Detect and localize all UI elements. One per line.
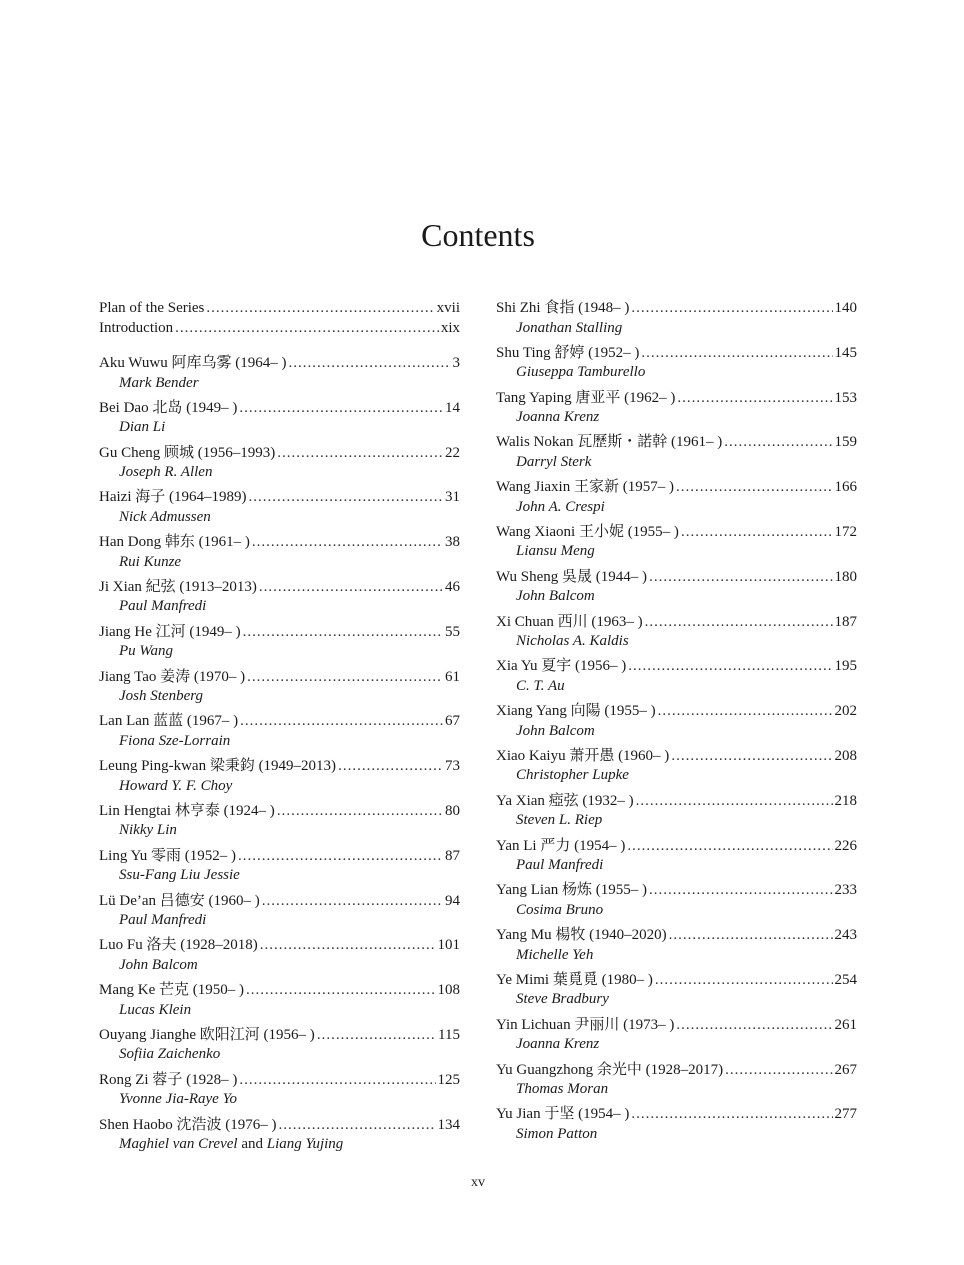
- toc-entry-front[interactable]: [99, 299, 460, 319]
- editor-name: [99, 1045, 460, 1065]
- dot-leader: [238, 847, 443, 867]
- toc-line: [99, 802, 460, 822]
- toc-entry[interactable]: [99, 533, 460, 578]
- toc-page-number: 243: [834, 927, 857, 944]
- editor-name: [496, 766, 857, 786]
- editor-name-primary: Ssu-Fang Liu Jessie: [119, 867, 240, 884]
- toc-line: [99, 444, 460, 464]
- dot-leader: [239, 399, 443, 419]
- poet-name: Shi Zhi 食指 (1948– ): [496, 300, 630, 316]
- dot-leader: [628, 657, 832, 677]
- poet-name: Aku Wuwu 阿库乌雾 (1964– ): [99, 355, 287, 371]
- editor-name-primary: John Balcom: [516, 722, 595, 739]
- toc-page-number: 3: [452, 355, 460, 371]
- editor-name-primary: Darryl Sterk: [516, 453, 592, 470]
- poet-name: Wang Xiaoni 王小妮 (1955– ): [496, 523, 679, 540]
- toc-line: [99, 847, 460, 867]
- toc-page-number: 101: [437, 937, 460, 954]
- toc-entry[interactable]: [99, 1071, 460, 1116]
- toc-entry[interactable]: [99, 623, 460, 668]
- toc-entry[interactable]: [496, 792, 857, 837]
- toc-line: [496, 1016, 857, 1036]
- editor-name: [496, 632, 857, 652]
- editor-name-primary: Thomas Moran: [516, 1081, 609, 1098]
- dot-leader: [631, 1105, 832, 1125]
- poet-name: Ling Yu 零雨 (1952– ): [99, 847, 236, 864]
- editor-name-primary: Nicholas A. Kaldis: [516, 633, 629, 650]
- dot-leader: [262, 892, 443, 912]
- poet-name: Shu Ting 舒婷 (1952– ): [496, 344, 640, 361]
- toc-line: [496, 523, 857, 543]
- poet-list-left: [99, 354, 460, 1160]
- toc-page-number: 73: [445, 758, 460, 775]
- toc-entry[interactable]: [496, 702, 857, 747]
- toc-page-number: 38: [445, 534, 460, 551]
- editor-name: [99, 687, 460, 707]
- toc-line: [496, 389, 857, 409]
- poet-name: Luo Fu 洛夫 (1928–2018): [99, 937, 258, 954]
- poet-name: Yang Mu 楊牧 (1940–2020): [496, 927, 667, 944]
- toc-entry[interactable]: [99, 712, 460, 757]
- toc-page-number: 202: [834, 703, 857, 720]
- toc-entry[interactable]: [496, 433, 857, 478]
- toc-entry[interactable]: [99, 802, 460, 847]
- editor-name: [496, 722, 857, 742]
- toc-line: [99, 578, 460, 598]
- toc-line: [496, 344, 857, 364]
- toc-entry[interactable]: [496, 478, 857, 523]
- toc-line: [496, 837, 857, 857]
- editor-name: [496, 453, 857, 473]
- dot-leader: [649, 568, 832, 588]
- toc-line: [496, 478, 857, 498]
- editor-name: [99, 418, 460, 438]
- poet-name: Tang Yaping 唐亚平 (1962– ): [496, 389, 676, 406]
- poet-name: Xi Chuan 西川 (1963– ): [496, 613, 643, 630]
- poet-name: Rong Zi 蓉子 (1928– ): [99, 1071, 238, 1088]
- poet-name: Ye Mimi 葉覓覓 (1980– ): [496, 971, 653, 988]
- toc-line: [99, 1116, 460, 1136]
- editor-name-primary: C. T. Au: [516, 677, 565, 694]
- editor-name: [99, 911, 460, 931]
- dot-leader: [277, 802, 443, 822]
- poet-name: Yang Lian 杨炼 (1955– ): [496, 882, 647, 899]
- toc-page-number: 153: [834, 389, 857, 406]
- toc-entry[interactable]: [496, 613, 857, 658]
- toc-line: [99, 892, 460, 912]
- toc-page-number: 14: [445, 399, 460, 416]
- editor-name: [99, 374, 460, 394]
- toc-page-number: 67: [445, 713, 460, 730]
- dot-leader: [677, 389, 832, 409]
- poet-name: Shen Haobo 沈浩波 (1976– ): [99, 1116, 277, 1133]
- toc-line: [496, 299, 857, 319]
- toc-page-number: 87: [445, 847, 460, 864]
- editor-name: [496, 1080, 857, 1100]
- poet-name: Bei Dao 北岛 (1949– ): [99, 399, 238, 416]
- poet-name: Wu Sheng 吳晟 (1944– ): [496, 568, 648, 585]
- dot-leader: [252, 533, 443, 553]
- editor-name: [496, 1125, 857, 1145]
- editor-name-primary: Maghiel van Crevel: [119, 1136, 238, 1153]
- toc-entry[interactable]: [99, 444, 460, 489]
- dot-leader: [669, 926, 833, 946]
- editor-name: [496, 990, 857, 1010]
- editor-name: [99, 1090, 460, 1110]
- dot-leader: [725, 1061, 832, 1081]
- poet-name: Gu Cheng 顾城 (1956–1993): [99, 444, 276, 461]
- poet-name: Leung Ping-kwan 梁秉鈞 (1949–2013): [99, 758, 337, 775]
- toc-page-number: xix: [440, 319, 460, 336]
- toc-entry[interactable]: [496, 389, 857, 434]
- toc-entry[interactable]: [99, 981, 460, 1026]
- dot-leader: [260, 936, 436, 956]
- contents-column-left: [99, 299, 460, 1160]
- editor-name-primary: Cosima Bruno: [516, 901, 604, 918]
- dot-leader: [175, 319, 439, 339]
- editor-name: [99, 463, 460, 483]
- poet-name: Xia Yu 夏宇 (1956– ): [496, 658, 627, 675]
- toc-line: [99, 1026, 460, 1046]
- poet-name: Jiang He 江河 (1949– ): [99, 623, 241, 640]
- editor-name-primary: Steve Bradbury: [516, 991, 609, 1008]
- editor-name-primary: Paul Manfredi: [119, 598, 207, 615]
- toc-entry[interactable]: [496, 657, 857, 702]
- editor-name-primary: John Balcom: [119, 956, 198, 973]
- toc-label: Plan of the Series: [99, 300, 205, 316]
- toc-line: [496, 613, 857, 633]
- toc-entry[interactable]: [99, 757, 460, 802]
- toc-entry[interactable]: [496, 881, 857, 926]
- editor-name: [99, 553, 460, 573]
- toc-entry[interactable]: [99, 892, 460, 937]
- toc-line: [496, 881, 857, 901]
- toc-entry[interactable]: [496, 1105, 857, 1150]
- toc-page-number: 55: [445, 623, 460, 640]
- dot-leader: [240, 712, 443, 732]
- editor-name: [496, 811, 857, 831]
- dot-leader: [724, 433, 832, 453]
- dot-leader: [247, 668, 443, 688]
- toc-entry[interactable]: [496, 837, 857, 882]
- editor-name-primary: Lucas Klein: [119, 1001, 192, 1018]
- dot-leader: [636, 792, 833, 812]
- editor-name: [99, 1135, 460, 1155]
- toc-entry[interactable]: [99, 1026, 460, 1071]
- dot-leader: [658, 702, 833, 722]
- editor-name: [496, 408, 857, 428]
- editor-name: [496, 1035, 857, 1055]
- toc-line: [99, 354, 460, 374]
- toc-line: [496, 433, 857, 453]
- toc-page-number: xvii: [436, 300, 460, 316]
- toc-entry[interactable]: [99, 1116, 460, 1161]
- toc-page-number: 195: [834, 658, 857, 675]
- toc-entry[interactable]: [99, 847, 460, 892]
- dot-leader: [243, 623, 443, 643]
- toc-page-number: 267: [834, 1061, 857, 1078]
- editor-name: [99, 821, 460, 841]
- editor-name-primary: Giuseppa Tamburello: [516, 364, 646, 381]
- editor-name: [99, 642, 460, 662]
- editor-name: [99, 956, 460, 976]
- toc-line: [496, 971, 857, 991]
- editor-name: [496, 542, 857, 562]
- poet-name: Xiao Kaiyu 萧开愚 (1960– ): [496, 747, 670, 764]
- toc-line: [99, 936, 460, 956]
- toc-entry[interactable]: [99, 488, 460, 533]
- editor-name-primary: Michelle Yeh: [516, 946, 594, 963]
- editor-name: [496, 363, 857, 383]
- toc-page-number: 80: [445, 802, 460, 819]
- toc-page-number: 208: [834, 747, 857, 764]
- toc-entry[interactable]: [99, 936, 460, 981]
- front-matter: [99, 299, 460, 338]
- toc-line: [99, 668, 460, 688]
- editor-name: [99, 732, 460, 752]
- toc-entry[interactable]: [496, 971, 857, 1016]
- toc-line: [496, 1061, 857, 1081]
- editor-name-primary: Mark Bender: [119, 374, 199, 391]
- poet-name: Ya Xian 瘂弦 (1932– ): [496, 792, 634, 809]
- toc-page-number: 218: [834, 792, 857, 809]
- editor-name-primary: Nikky Lin: [119, 822, 177, 839]
- toc-page-number: 145: [834, 344, 857, 361]
- toc-entry[interactable]: [496, 1016, 857, 1061]
- poet-name: Yan Li 严力 (1954– ): [496, 837, 626, 854]
- editor-name-primary: Steven L. Riep: [516, 812, 603, 829]
- poet-name: Wang Jiaxin 王家新 (1957– ): [496, 479, 674, 496]
- poet-name: Jiang Tao 姜涛 (1970– ): [99, 668, 246, 685]
- editor-conjunction: and: [241, 1136, 263, 1153]
- editor-name: [496, 319, 857, 339]
- poet-name: Ji Xian 紀弦 (1913–2013): [99, 578, 257, 595]
- poet-name: Walis Nokan 瓦歷斯・諾幹 (1961– ): [496, 434, 723, 451]
- toc-page-number: 61: [445, 668, 460, 685]
- editor-name-primary: Howard Y. F. Choy: [119, 777, 233, 794]
- poet-name: Xiang Yang 向陽 (1955– ): [496, 703, 656, 720]
- poet-name: Lin Hengtai 林亨泰 (1924– ): [99, 802, 275, 819]
- toc-line: [496, 657, 857, 677]
- toc-entry[interactable]: [496, 299, 857, 344]
- editor-name-primary: Nick Admussen: [119, 508, 211, 525]
- toc-entry[interactable]: [99, 399, 460, 444]
- toc-entry[interactable]: [496, 926, 857, 971]
- dot-leader: [671, 747, 832, 767]
- poet-name: Yu Guangzhong 余光中 (1928–2017): [496, 1061, 724, 1078]
- dot-leader: [641, 344, 832, 364]
- poet-name: Yu Jian 于坚 (1954– ): [496, 1106, 630, 1123]
- editor-name-primary: Dian Li: [119, 419, 166, 436]
- editor-name: [496, 901, 857, 921]
- dot-leader: [277, 444, 443, 464]
- dot-leader: [627, 837, 832, 857]
- toc-line: [99, 623, 460, 643]
- toc-line: [496, 568, 857, 588]
- toc-line: [496, 792, 857, 812]
- editor-name-primary: Joanna Krenz: [516, 1036, 600, 1053]
- toc-page-number: 115: [438, 1026, 460, 1043]
- toc-page-number: 46: [445, 578, 460, 595]
- dot-leader: [288, 354, 450, 374]
- editor-name-primary: Pu Wang: [119, 643, 174, 660]
- toc-entry[interactable]: [99, 668, 460, 713]
- toc-line: [496, 1105, 857, 1125]
- dot-leader: [206, 299, 434, 319]
- dot-leader: [676, 478, 833, 498]
- toc-entry[interactable]: [496, 1061, 857, 1106]
- toc-page-number: 94: [445, 892, 460, 909]
- toc-line: [99, 533, 460, 553]
- dot-leader: [239, 1071, 435, 1091]
- toc-line: [99, 981, 460, 1001]
- poet-name: Han Dong 韩东 (1961– ): [99, 534, 250, 551]
- editor-name-primary: Josh Stenberg: [119, 688, 204, 705]
- toc-line: [496, 926, 857, 946]
- toc-page-number: 140: [834, 300, 857, 316]
- toc-page-number: 31: [445, 489, 460, 506]
- toc-entry[interactable]: [496, 523, 857, 568]
- editor-name: [99, 597, 460, 617]
- toc-page-number: 254: [834, 971, 857, 988]
- poet-name: Lan Lan 蓝蓝 (1967– ): [99, 713, 239, 730]
- toc-entry[interactable]: [99, 354, 460, 399]
- toc-entry[interactable]: [496, 568, 857, 613]
- toc-page-number: 108: [437, 982, 460, 999]
- editor-name-primary: Simon Patton: [516, 1125, 598, 1142]
- dot-leader: [317, 1026, 436, 1046]
- toc-entry[interactable]: [99, 578, 460, 623]
- editor-name-primary: Rui Kunze: [119, 553, 182, 570]
- toc-page-number: 277: [834, 1106, 857, 1123]
- toc-page-number: 159: [834, 434, 857, 451]
- editor-name: [99, 508, 460, 528]
- dot-leader: [676, 1016, 832, 1036]
- poet-name: Haizi 海子 (1964–1989): [99, 489, 247, 506]
- toc-line: [99, 712, 460, 732]
- editor-name: [496, 587, 857, 607]
- editor-name-primary: Sofiia Zaichenko: [119, 1046, 221, 1063]
- editor-name-primary: Christopher Lupke: [516, 767, 629, 784]
- toc-line: [99, 399, 460, 419]
- editor-name: [99, 777, 460, 797]
- dot-leader: [259, 578, 443, 598]
- toc-entry-front[interactable]: [99, 319, 460, 339]
- toc-line: [99, 488, 460, 508]
- editor-name-primary: Paul Manfredi: [119, 912, 207, 929]
- toc-line: [99, 1071, 460, 1091]
- editor-name: [496, 856, 857, 876]
- dot-leader: [645, 613, 833, 633]
- toc-entry[interactable]: [496, 344, 857, 389]
- dot-leader: [338, 757, 443, 777]
- editor-name-primary: Joseph R. Allen: [119, 464, 213, 481]
- editor-name-primary: John Balcom: [516, 588, 595, 605]
- toc-page-number: 180: [834, 568, 857, 585]
- page-title: Contents: [421, 217, 535, 253]
- editor-name-primary: Fiona Sze-Lorrain: [119, 732, 231, 749]
- toc-page-number: 187: [834, 613, 857, 630]
- editor-name: [496, 498, 857, 518]
- toc-page-number: 125: [437, 1071, 460, 1088]
- toc-page-number: 233: [834, 882, 857, 899]
- dot-leader: [649, 881, 833, 901]
- editor-name-primary: Joanna Krenz: [516, 409, 600, 426]
- toc-line: [496, 702, 857, 722]
- contents-column-right: [496, 299, 857, 1150]
- poet-name: Ouyang Jianghe 欧阳江河 (1956– ): [99, 1026, 315, 1043]
- toc-page-number: 166: [834, 479, 857, 496]
- dot-leader: [655, 971, 833, 991]
- editor-name-primary: Paul Manfredi: [516, 857, 604, 874]
- toc-line: [496, 747, 857, 767]
- toc-page-number: 261: [834, 1016, 857, 1033]
- dot-leader: [278, 1116, 435, 1136]
- editor-name: [496, 946, 857, 966]
- dot-leader: [248, 488, 443, 508]
- dot-leader: [681, 523, 833, 543]
- toc-label: Introduction: [99, 319, 174, 336]
- toc-page-number: 172: [834, 523, 857, 540]
- poet-name: Mang Ke 芒克 (1950– ): [99, 982, 244, 999]
- editor-name: [496, 677, 857, 697]
- page-number: xv: [471, 1175, 485, 1190]
- toc-page-number: 134: [437, 1116, 460, 1133]
- editor-name-primary: Yvonne Jia-Raye Yo: [119, 1091, 238, 1108]
- toc-entry[interactable]: [496, 747, 857, 792]
- editor-name-primary: Liansu Meng: [516, 543, 595, 560]
- editor-name: [99, 1001, 460, 1021]
- editor-name-secondary: Liang Yujing: [266, 1136, 344, 1153]
- editor-name-primary: John A. Crespi: [516, 498, 605, 515]
- poet-list-right: [496, 299, 857, 1150]
- poet-name: Lü De’an 吕德安 (1960– ): [99, 892, 260, 909]
- toc-page-number: 22: [445, 444, 460, 461]
- poet-name: Yin Lichuan 尹丽川 (1973– ): [496, 1016, 675, 1033]
- toc-line: [99, 757, 460, 777]
- dot-leader: [246, 981, 436, 1001]
- toc-page-number: 226: [834, 837, 857, 854]
- dot-leader: [631, 299, 832, 319]
- editor-name-primary: Jonathan Stalling: [516, 319, 623, 336]
- editor-name: [99, 866, 460, 886]
